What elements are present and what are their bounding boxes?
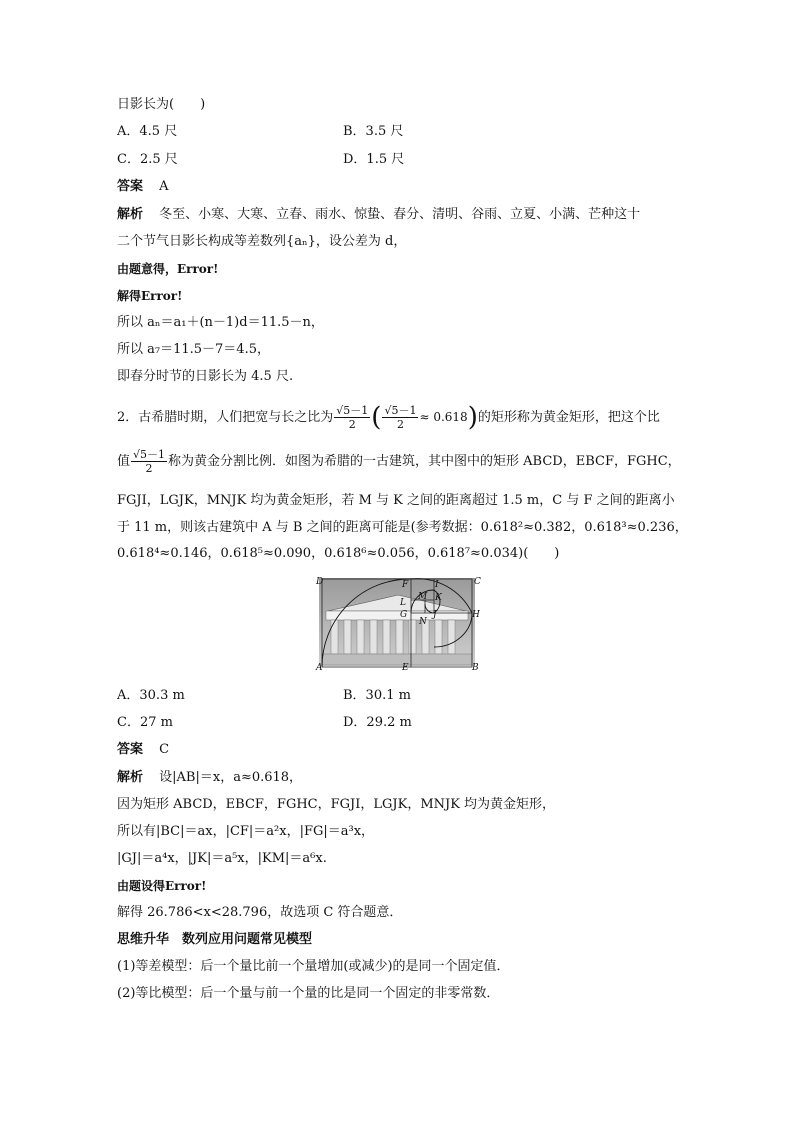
- q2-analysis-line3: 所以有|BC|＝ax，|CF|＝a²x，|FG|＝a³x，: [117, 824, 375, 839]
- q2-frac2-num: √5－1: [384, 404, 417, 417]
- label-k: K: [435, 593, 442, 603]
- q2-line1-a: 2．古希腊时期，人们把宽与长之比为: [117, 410, 334, 425]
- q2-line4: 于 11 m，则该古建筑中 A 与 B 之间的距离可能是(参考数据：0.618²≈0.382，0.618³≈0.236，: [117, 520, 688, 535]
- q2-line1: [117, 400, 660, 435]
- q1-line7: 即春分时节的日影长为 4.5 尺.: [117, 369, 294, 384]
- q2-option-a: A．30.3 m: [117, 688, 185, 703]
- q2-fraction-2: [382, 404, 418, 431]
- q2-option-d: D．29.2 m: [343, 715, 412, 730]
- q1-line4: 解得Error!: [117, 289, 183, 303]
- q2-frac-num: √5－1: [336, 404, 369, 417]
- label-n: N: [419, 617, 427, 627]
- q2-paren-close: ): [467, 402, 478, 433]
- label-i: I: [435, 580, 439, 590]
- summary-point-1: (1)等差模型：后一个量比前一个量增加(或减少)的是同一个固定值．: [117, 959, 510, 974]
- label-a: A: [316, 663, 323, 673]
- q2-line1-b: 的矩形称为黄金矩形，把这个比: [477, 410, 660, 425]
- q1-option-a: A．4.5 尺: [117, 124, 178, 139]
- q1-option-d: D．1.5 尺: [343, 152, 405, 167]
- q2-line5: 0.618⁴≈0.146，0.618⁵≈0.090，0.618⁶≈0.056，0.618⁷≈0.034)( ): [117, 546, 560, 561]
- q1-analysis-label: 解析: [117, 207, 144, 222]
- label-m: M: [418, 592, 428, 602]
- q2-frac3-den: 2: [145, 462, 153, 475]
- q1-stem-tail: 日影长为( ): [117, 97, 206, 112]
- q1-analysis-line2: 二个节气日影长构成等差数列{aₙ}，设公差为 d，: [117, 234, 407, 249]
- q2-fraction: [334, 404, 370, 431]
- parthenon-golden-rectangle-figure: [314, 573, 480, 672]
- q1-line3: 由题意得，Error!: [117, 262, 219, 276]
- q2-answer-label: 答案: [117, 742, 144, 757]
- q1-line6: 所以 a₇＝11.5－7＝4.5，: [117, 342, 270, 357]
- summary-title: 思维升华 数列应用问题常见模型: [117, 932, 313, 947]
- label-d: D: [316, 577, 324, 587]
- label-f: F: [402, 580, 409, 590]
- summary-point-2: (2)等比模型：后一个量与前一个量的比是同一个固定的非零常数．: [117, 986, 500, 1001]
- q1-option-b: B．3.5 尺: [343, 124, 404, 139]
- label-e: E: [402, 663, 409, 673]
- q2-frac-den: 2: [348, 418, 356, 431]
- label-b: B: [472, 663, 479, 673]
- q2-line2-a: 值: [117, 454, 131, 469]
- q2-analysis-line4: |GJ|＝a⁴x，|JK|＝a⁵x，|KM|＝a⁶x.: [117, 851, 327, 866]
- q2-paren-open: (: [371, 402, 382, 433]
- q2-answer-line: [117, 741, 169, 759]
- q2-fraction-3: [131, 448, 167, 475]
- q2-analysis-line6: 解得 26.786<x<28.796，故选项 C 符合题意．: [117, 905, 403, 920]
- q2-frac2-den: 2: [396, 418, 404, 431]
- q1-answer-value: A: [159, 179, 169, 194]
- q2-line2-b: 称为黄金分割比例．如图为希腊的一古建筑，其中图中的矩形 ABCD，EBCF，FGHC，: [168, 454, 681, 469]
- q1-answer-label: 答案: [117, 179, 144, 194]
- q2-analysis-text1: 设|AB|＝x，a≈0.618，: [159, 770, 303, 785]
- q2-answer-value: C: [159, 742, 170, 757]
- label-c: C: [474, 577, 481, 587]
- temple-base: [322, 654, 472, 665]
- q2-line2: [117, 445, 681, 479]
- q2-analysis-line5: 由题设得Error!: [117, 879, 207, 893]
- q1-analysis-text1: 冬至、小寒、大寒、立春、雨水、惊蛰、春分、清明、谷雨、立夏、小满、芒种这十: [159, 207, 641, 222]
- q1-analysis-line1: [117, 206, 640, 224]
- q2-analysis-line2: 因为矩形 ABCD，EBCF，FGHC，FGJI，LGJK，MNJK 均为黄金矩形，: [117, 797, 556, 812]
- q2-analysis-line1: [117, 769, 302, 787]
- label-g: G: [400, 610, 408, 620]
- q2-option-b: B．30.1 m: [343, 688, 411, 703]
- label-j: J: [433, 610, 437, 620]
- q2-analysis-label: 解析: [117, 770, 144, 785]
- q1-line5: 所以 aₙ＝a₁＋(n－1)d＝11.5－n，: [117, 315, 324, 330]
- temple-entablature: [326, 611, 468, 620]
- q1-option-c: C．2.5 尺: [117, 152, 178, 167]
- q2-option-c: C．27 m: [117, 715, 173, 730]
- q2-approx: ≈ 0.618: [419, 410, 468, 424]
- label-h: H: [472, 610, 480, 620]
- q2-frac3-num: √5－1: [133, 448, 166, 461]
- label-l: L: [400, 598, 406, 608]
- q2-line3: FGJI，LGJK，MNJK 均为黄金矩形，若 M 与 K 之间的距离超过 1.5 m，C 与 F 之间的距离小: [117, 493, 675, 508]
- q1-answer-line: [117, 178, 169, 196]
